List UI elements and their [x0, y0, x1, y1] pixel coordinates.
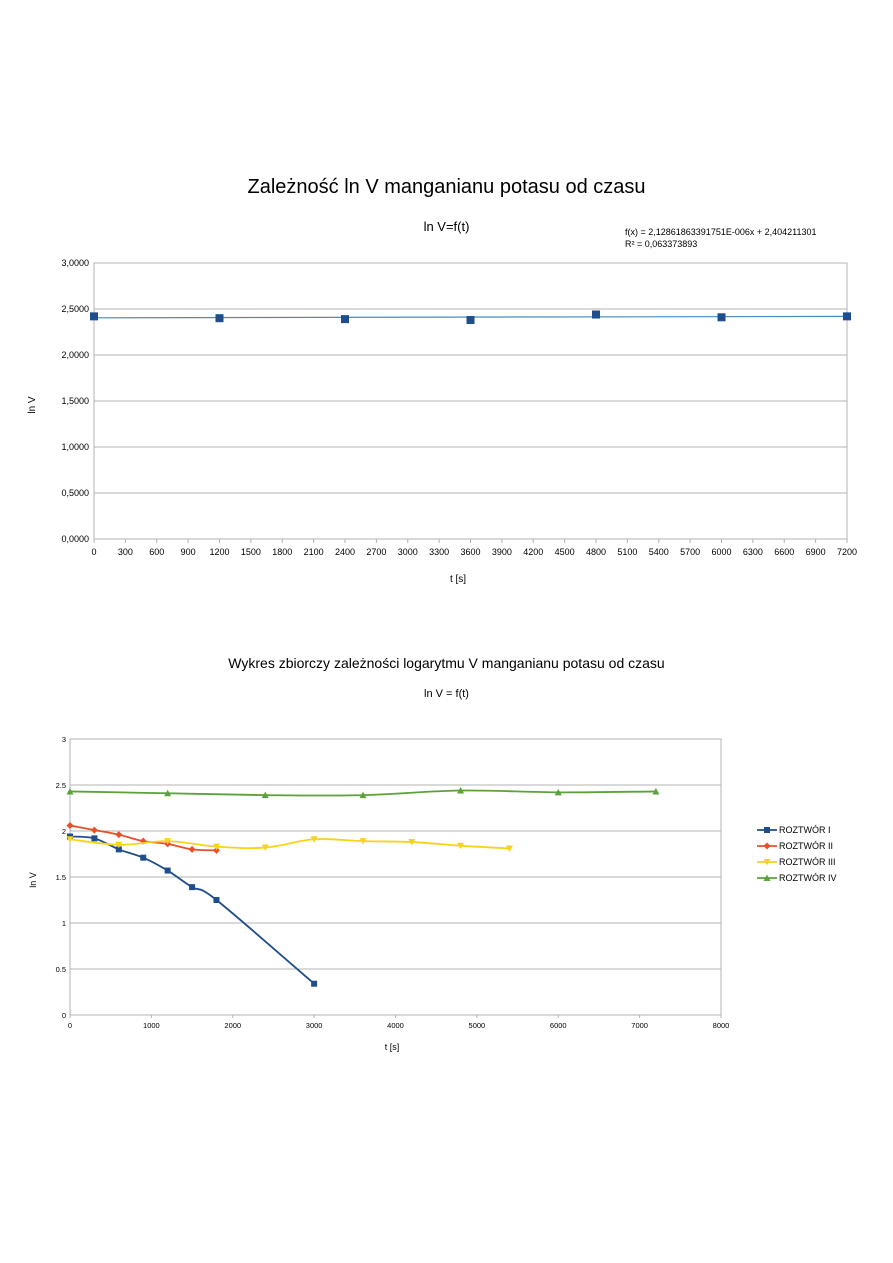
chart1-x-tick-label: 3900 [491, 547, 512, 557]
chart2-legend-marker [764, 843, 771, 850]
chart1-y-tick-label: 0,0000 [61, 534, 89, 544]
chart1-data-point [341, 315, 349, 323]
chart1-data-point [843, 312, 851, 320]
chart1-x-tick-label: 6600 [774, 547, 795, 557]
chart1-x-tick-label: 1200 [209, 547, 230, 557]
chart1-y-tick-label: 1,0000 [61, 442, 89, 452]
chart1-x-tick-label: 5400 [648, 547, 669, 557]
chart1-x-tick-label: 6300 [742, 547, 763, 557]
chart1-x-tick-label: 300 [117, 547, 133, 557]
chart2-data-point [189, 884, 195, 890]
chart2-x-tick-label: 3000 [305, 1021, 323, 1030]
chart2-data-point [67, 822, 74, 829]
chart1-x-tick-label: 900 [180, 547, 196, 557]
chart2-legend-label: ROZTWÓR II [779, 841, 833, 851]
chart1-x-tick-label: 3300 [429, 547, 450, 557]
chart2-y-tick-label: 0.5 [55, 965, 66, 974]
chart1-x-tick-label: 3000 [397, 547, 418, 557]
chart1-y-tick-label: 1,5000 [61, 396, 89, 406]
chart1-x-tick-label: 5700 [680, 547, 701, 557]
chart2-y-tick-label: 1.5 [55, 873, 66, 882]
chart2-data-point [189, 846, 196, 853]
chart2-x-tick-label: 2000 [224, 1021, 242, 1030]
chart1-data-point [216, 314, 224, 322]
chart2-y-tick-label: 2.5 [55, 781, 66, 790]
trendline-equation: f(x) = 2,12861863391751E-006x + 2,404211301 [625, 227, 817, 237]
chart2-x-tick-label: 7000 [631, 1021, 648, 1030]
chart2-x-tick-label: 6000 [549, 1021, 567, 1030]
chart2-legend-marker [764, 827, 770, 833]
chart1-x-tick-label: 4200 [523, 547, 544, 557]
chart1-y-tick-label: 0,5000 [61, 488, 89, 498]
chart1-x-tick-label: 6000 [711, 547, 732, 557]
chart2 [28, 735, 837, 1052]
chart2-title: Wykres zbiorczy zależności logarytmu V manganianu potasu od czasu [228, 655, 665, 671]
chart1-x-axis-label: t [s] [449, 574, 467, 585]
chart1 [27, 258, 857, 585]
chart2-y-tick-label: 2 [61, 827, 66, 836]
chart2-data-point [91, 827, 98, 834]
chart1-y-tick-label: 3,0000 [61, 258, 89, 268]
trendline-r2: R² = 0,063373893 [625, 239, 698, 249]
chart2-data-point [115, 831, 122, 838]
chart2-x-tick-label: 4000 [387, 1021, 404, 1030]
chart1-data-point [592, 311, 600, 319]
chart2-subtitle: ln V = f(t) [424, 688, 469, 700]
chart2-legend-label: ROZTWÓR III [779, 857, 836, 867]
chart2-data-point [165, 868, 171, 874]
chart1-data-point [90, 312, 98, 320]
chart1-x-tick-label: 0 [91, 547, 97, 557]
chart1-x-tick-label: 5100 [617, 547, 638, 557]
chart2-series-line [70, 837, 314, 984]
chart2-x-tick-label: 8000 [712, 1021, 730, 1030]
chart1-y-tick-label: 2,5000 [61, 304, 89, 314]
chart2-legend-label: ROZTWÓR IV [779, 873, 837, 883]
page-title: Zależność ln V manganianu potasu od czasu [247, 176, 646, 198]
chart1-x-tick-label: 6900 [805, 547, 826, 557]
chart1-data-point [718, 313, 726, 321]
chart2-y-axis-label: ln V [28, 872, 38, 888]
chart1-x-tick-label: 2400 [334, 547, 356, 557]
chart2-x-tick-label: 1000 [143, 1021, 160, 1030]
chart2-data-point [140, 855, 146, 861]
chart1-x-tick-label: 7200 [836, 547, 858, 557]
chart1-x-tick-label: 2100 [303, 547, 324, 557]
chart1-x-tick-label: 3600 [460, 547, 481, 557]
chart2-data-point [91, 835, 97, 841]
chart1-data-point [467, 316, 475, 324]
chart1-y-tick-label: 2,0000 [61, 350, 89, 360]
chart2-x-axis-label: t [s] [384, 1042, 400, 1052]
chart1-x-tick-label: 2700 [366, 547, 387, 557]
chart1-x-tick-label: 1800 [272, 547, 293, 557]
chart1-y-axis-label: ln V [27, 396, 38, 414]
chart1-x-tick-label: 4800 [585, 547, 607, 557]
chart1-x-tick-label: 1500 [240, 547, 261, 557]
chart2-x-tick-label: 0 [67, 1021, 73, 1030]
chart2-data-point [213, 897, 219, 903]
chart2-legend-label: ROZTWÓR I [779, 825, 831, 835]
chart2-y-tick-label: 1 [61, 919, 66, 928]
chart2-y-tick-label: 0 [61, 1011, 66, 1020]
chart2-series-line [70, 839, 509, 848]
chart1-x-tick-label: 4500 [554, 547, 575, 557]
chart2-y-tick-label: 3 [61, 735, 66, 744]
chart1-x-tick-label: 600 [149, 547, 165, 557]
chart2-x-tick-label: 5000 [468, 1021, 486, 1030]
chart2-data-point [311, 981, 317, 987]
chart1-title: ln V=f(t) [423, 219, 470, 234]
